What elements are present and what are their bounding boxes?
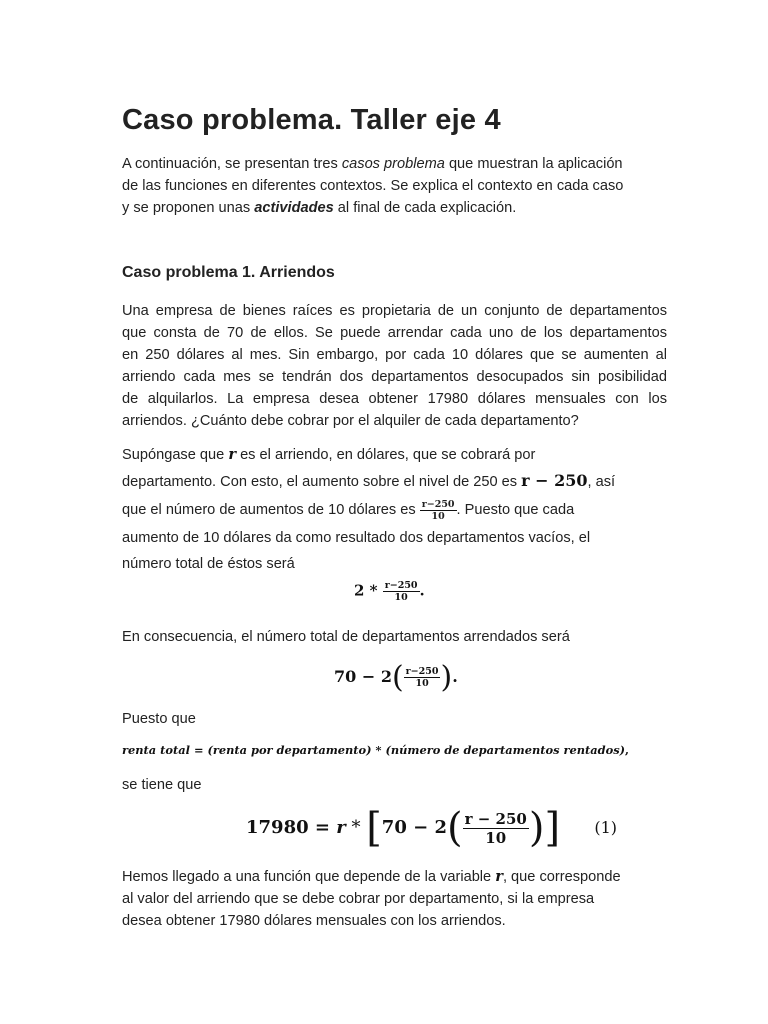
se-tiene-que-paragraph: se tiene que bbox=[122, 777, 202, 793]
document-title: Caso problema. Taller eje 4 bbox=[122, 104, 501, 136]
actividades-emphasis: actividades bbox=[254, 200, 334, 216]
variable-r: r bbox=[495, 868, 503, 885]
right-bracket: ] bbox=[544, 805, 561, 851]
intro-line-3: y se proponen unas actividades al final de cada explicación. bbox=[122, 200, 517, 216]
left-bracket: [ bbox=[366, 805, 382, 851]
statement-line: que consta de 70 de ellos. Se puede arrendar cada uno de los departamentos bbox=[122, 325, 667, 341]
statement-line: arriendos. ¿Cuánto debe cobrar por el alquiler de cada departamento? bbox=[122, 413, 579, 429]
puesto-que-paragraph: Puesto que bbox=[122, 711, 196, 727]
left-paren: ( bbox=[391, 660, 404, 695]
equation-rented-apartments: 70 − 2( $\frac{r-250}{10}$ ). bbox=[334, 660, 458, 695]
equation-label: (1) bbox=[594, 818, 618, 837]
math-r-minus-250: r − 250 bbox=[521, 471, 588, 490]
assumption-paragraph bbox=[122, 442, 667, 577]
casos-problema-emphasis: casos problema bbox=[341, 156, 445, 172]
equation-fraction: $\frac{r-250}{10}$ bbox=[405, 666, 439, 689]
right-paren: ) bbox=[440, 660, 453, 695]
equation-1: 17980 = r * [70 − 2( $\frac{r - 250}{10}$ )] (1) bbox=[246, 805, 618, 851]
right-paren: ) bbox=[528, 805, 545, 851]
assumption-line-2: departamento. Con esto, el aumento sobre el nivel de 250 es r − 250, así bbox=[122, 471, 616, 490]
equation-empty-apartments: 2 * $\frac{r-250}{10}$ . bbox=[354, 580, 425, 603]
assumption-line-4: aumento de 10 dólares da como resultado dos departamentos vacíos, el bbox=[122, 530, 591, 546]
intro-paragraph bbox=[122, 153, 667, 219]
assumption-line-3: que el número de aumentos de 10 dólares es $\frac{r-250}{10}$ . Puesto que cada bbox=[122, 498, 575, 522]
problem-statement-paragraph bbox=[122, 300, 667, 432]
statement-line: de alquilarlos. La empresa desea obtener 17980 dólares mensuales con los bbox=[122, 391, 667, 407]
section-heading-caso-1: Caso problema 1. Arriendos bbox=[122, 264, 335, 281]
conclusion-line-2: al valor del arriendo que se debe cobrar por departamento, si la empresa bbox=[122, 891, 595, 907]
inline-fraction: $\frac{r-250}{10}$ bbox=[421, 498, 455, 522]
intro-line-1: A continuación, se presentan tres casos problema que muestran la aplicación bbox=[122, 156, 623, 172]
intro-line-2: de las funciones en diferentes contextos. Se explica el contexto en cada caso bbox=[122, 178, 624, 194]
conclusion-paragraph bbox=[122, 866, 667, 932]
statement-line: en 250 dólares al mes. Sin embargo, por cada 10 dólares que se aumenten al bbox=[122, 347, 667, 363]
equation-total-rent: renta total = (renta por departamento) * (número de departamentos rentados), bbox=[122, 743, 629, 757]
statement-line: Una empresa de bienes raíces es propietaria de un conjunto de departamentos bbox=[122, 303, 667, 319]
variable-r: r bbox=[228, 446, 237, 463]
assumption-line-1: Supóngase que r es el arriendo, en dólares, que se cobrará por bbox=[122, 446, 536, 463]
statement-line: arriendo cada mes se tendrán dos departamentos desocupados sin posibilidad bbox=[122, 369, 667, 385]
consequence-paragraph: En consecuencia, el número total de departamentos arrendados será bbox=[122, 629, 570, 645]
left-paren: ( bbox=[447, 805, 463, 851]
equation-fraction: $\frac{r - 250}{10}$ bbox=[464, 809, 527, 847]
conclusion-line-1: Hemos llegado a una función que depende de la variable r, que corresponde bbox=[122, 868, 621, 885]
assumption-line-5: número total de éstos será bbox=[122, 556, 295, 572]
equation-fraction: $\frac{r-250}{10}$ bbox=[384, 580, 418, 603]
conclusion-line-3: desea obtener 17980 dólares mensuales con los arriendos. bbox=[122, 913, 506, 929]
